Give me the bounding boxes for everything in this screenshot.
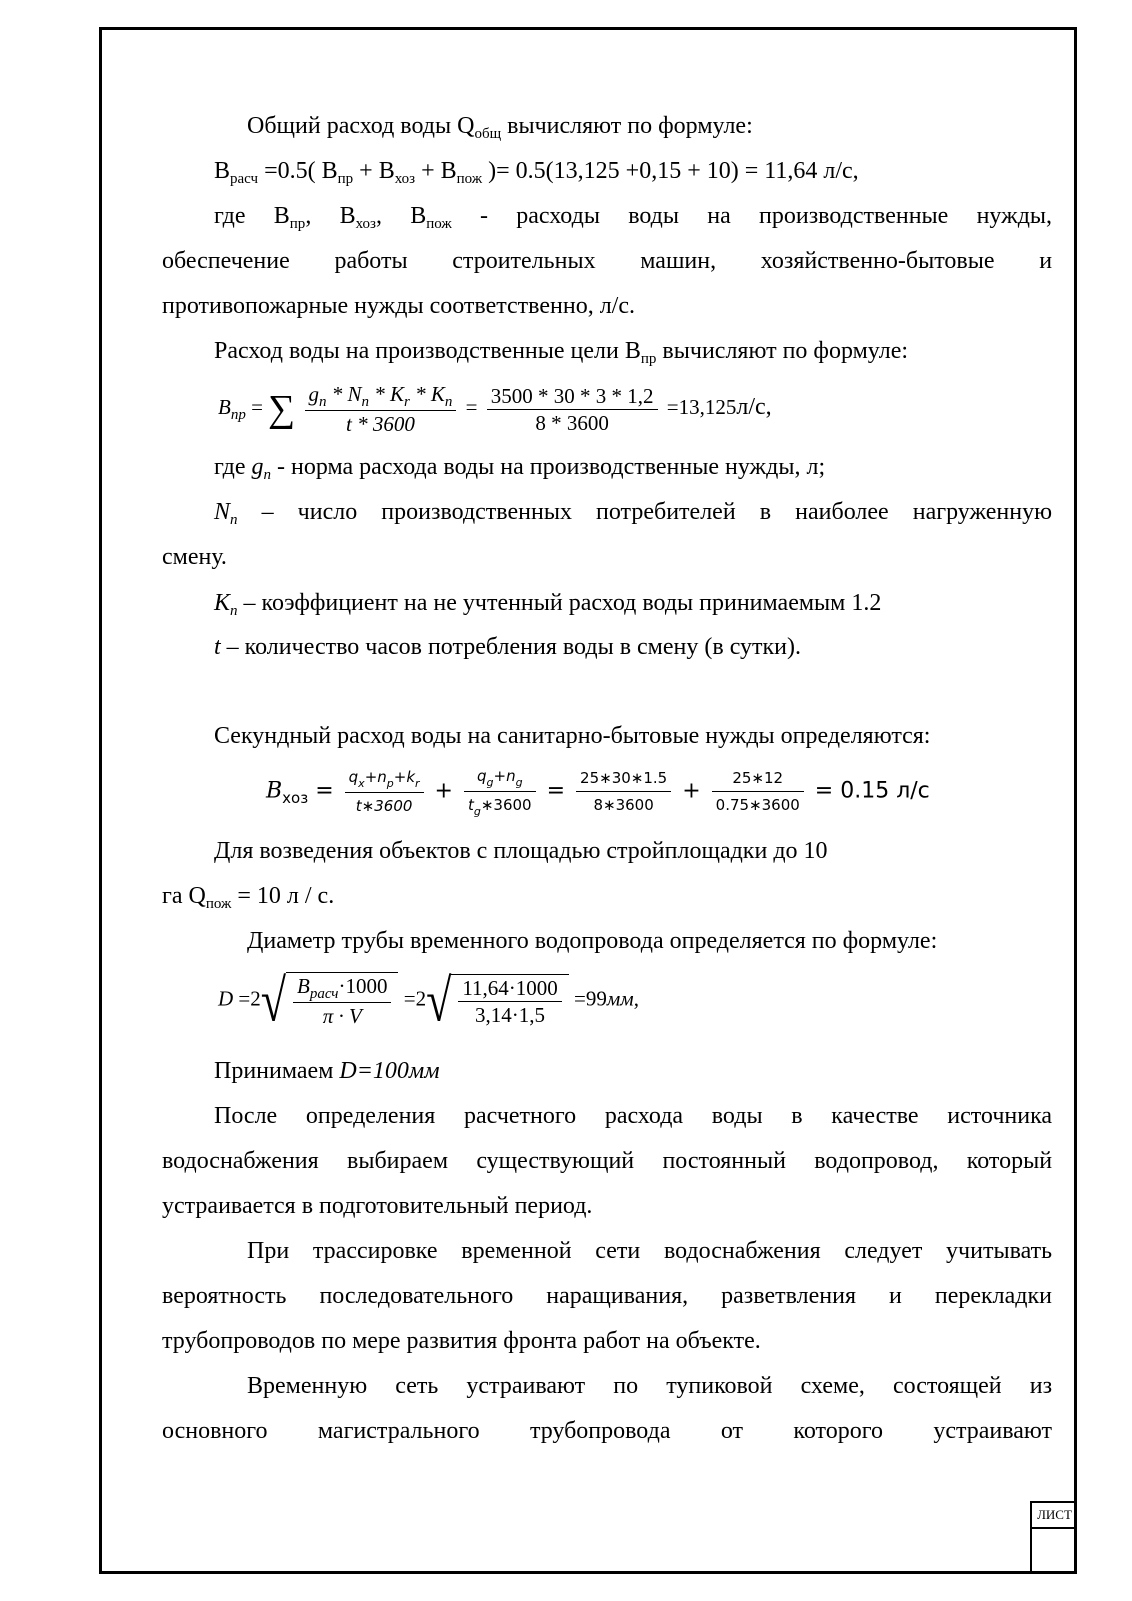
para-line: основного магистрального трубопровода от которого устраивают <box>162 1418 1053 1444</box>
para-sanitary-flow-intro: Секундный расход воды на санитарно-бытовые нужды определяются: <box>214 723 931 749</box>
para-production-flow-intro: Расход воды на производственные цели $В_{пр}$ вычисляют по формуле: <box>214 338 909 367</box>
formula-total-flow: $В_{расч} =0.5$( $В_{пр} + В_{хоз} + В_{пож}$ )= 0.5(13,125 +0,15 + 10) = 11,64 л/с, <box>214 158 859 187</box>
para-line: Временную сеть устраивают по тупиковой схеме, состоящей из <box>247 1373 1053 1399</box>
para-line: $N_n$ – число производственных потребителей в наиболее нагруженную <box>214 499 1053 528</box>
para-line: При трассировке временной сети водоснабжения следует учитывать <box>247 1238 1053 1264</box>
formula-sanitary-flow: $B_{хоз}$ = $\frac{q_x+n_p+k_r}{t∗3600}$ + $\frac{q_g+n_g}{t_g∗3600}$ = $\frac{25∗30∗1.5}{8∗3600}$ + $\frac{25∗12}{0.75∗3600}$ = 0.15 л/с <box>266 763 930 820</box>
para-line: После определения расчетного расхода воды в качестве источника <box>214 1103 1053 1129</box>
para-line: вероятность последовательного наращивания, разветвления и перекладки <box>162 1283 1052 1309</box>
para-where-line: где $В_{пр}$, $В_{хоз}$, $В_{пож}$ - расходы воды на производственные нужды, <box>214 203 1053 232</box>
para-line: Принимаем D=100мм <box>214 1058 440 1084</box>
para-line: где $g_n$ - норма расхода воды на производственные нужды, л; <box>214 454 826 483</box>
para-line: га $Q_{пож} = 10$ л / с. <box>162 883 335 912</box>
formula-pipe-diameter: D =2√ $\frac{B_{расч}\cdot 1000}{\pi \cdot V}$ =2√ $\frac{11,64\cdot 1000}{3,14\cdot 1,5}$ =99мм, <box>218 966 639 1033</box>
para-total-flow-intro: Общий расход воды $Q_{общ}$ вычисляют по формуле: <box>247 113 753 142</box>
formula-production-flow: $B_{пр}$ = ∑ $\frac{g_n * N_n * K_r * K_n}{t * 3600}$ = $\frac{3500 * 30 * 3 * 1,2}{8 * 3600}$ =13,125л/с, <box>218 382 772 436</box>
para-line: Для возведения объектов с площадью стройплощадки до 10 <box>214 838 828 864</box>
para-line: водоснабжения выбираем существующий постоянный водопровод, который <box>162 1148 1053 1174</box>
para-line: обеспечение работы строительных машин, хозяйственно-бытовые и <box>162 248 1053 274</box>
para-line: смену. <box>162 544 227 570</box>
para-diameter-intro: Диаметр трубы временного водопровода определяется по формуле: <box>247 928 938 954</box>
para-line: t – количество часов потребления воды в смену (в сутки). <box>214 634 802 660</box>
para-line: $K_п$ – коэффициент на не учтенный расход воды принимаемым 1.2 <box>214 590 882 619</box>
sheet-stamp <box>1030 1501 1077 1574</box>
para-line: трубопроводов по мере развития фронта работ на объекте. <box>162 1328 761 1354</box>
para-line: противопожарные нужды соответственно, л/с. <box>162 293 635 319</box>
sheet-label: ЛИСТ <box>1032 1503 1077 1529</box>
para-line: устраивается в подготовительный период. <box>162 1193 593 1219</box>
